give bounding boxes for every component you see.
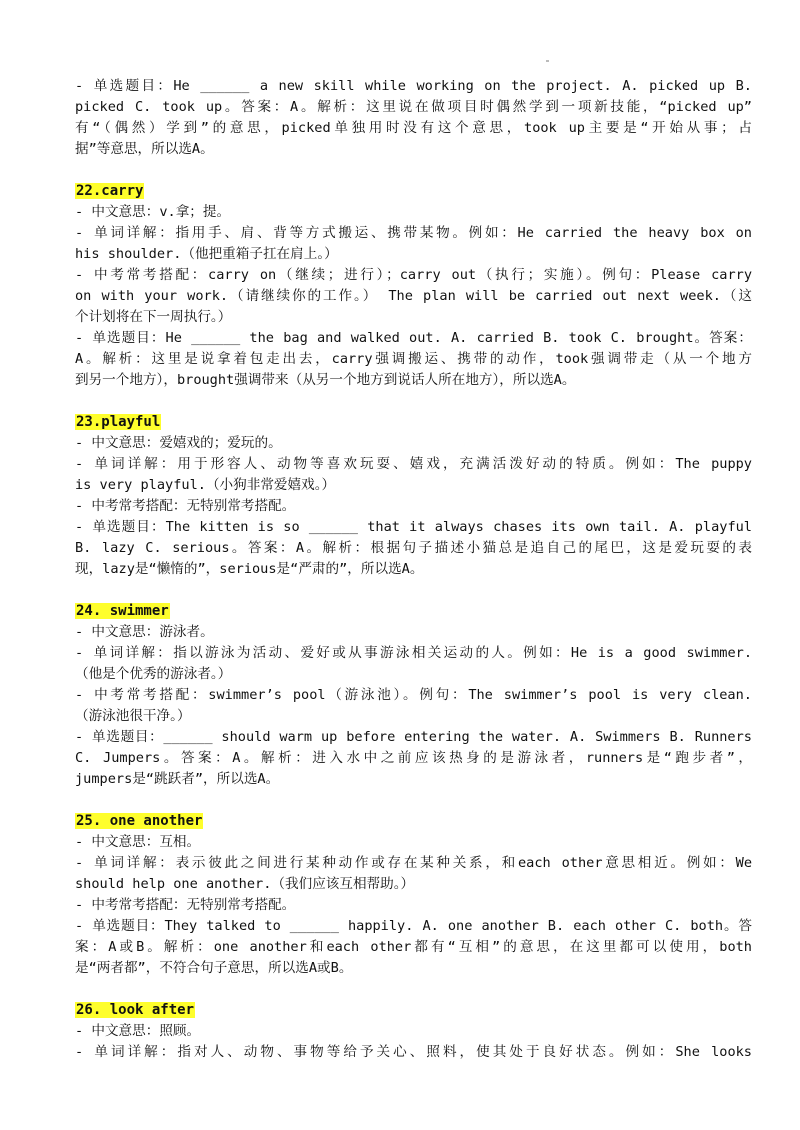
text-line: - 单词详解：指对人、动物、事物等给予关心、照料，使其处于良好状态。例如：She looks — [75, 1044, 752, 1060]
intro-block — [75, 76, 752, 160]
text-line: A。解析：这里是说拿着包走出去，carry强调搬运、携带的动作，took强调带走（从一个地方 — [75, 351, 752, 367]
text-line: should help one another.（我们应该互相帮助。） — [75, 876, 415, 892]
text-line: his shoulder.（他把重箱子扛在肩上。） — [75, 246, 338, 262]
text-line: - 中考常考搭配：swimmer’s pool（游泳池）。例句：The swimmer’s pool is very clean. — [75, 687, 752, 703]
text-line: （他是个优秀的游泳者。） — [75, 666, 232, 682]
text-line: - 单选题目：He ______ a new skill while working on the project. A. picked up B. — [75, 78, 752, 94]
scan-mark — [546, 60, 549, 62]
text-line: - 单选题目：He ______ the bag and walked out. A. carried B. took C. brought。答案： — [75, 330, 752, 346]
text-line: - 单词详解：用于形容人、动物等喜欢玩耍、嬉戏，充满活泼好动的特质。例如：The puppy — [75, 456, 752, 472]
text-line: - 单选题目：The kitten is so ______ that it always chases its own tail. A. playful — [75, 519, 752, 535]
text-line: 据”等意思，所以选A。 — [75, 141, 214, 157]
entry-look-after — [75, 1000, 752, 1063]
text-line: - 单词详解：指用手、肩、背等方式搬运、携带某物。例如：He carried the heavy box on — [75, 225, 752, 241]
document-body — [75, 76, 752, 1063]
entry-one-another — [75, 811, 752, 979]
highlighted-title: 25. one another — [76, 813, 203, 829]
entry-swimmer — [75, 601, 752, 790]
text-line: 有“（偶然）学到”的意思，picked单独用时没有这个意思，took up主要是“开始从事；占 — [75, 120, 752, 136]
text-line: （游泳池很干净。） — [75, 708, 191, 724]
entry-heading — [75, 412, 752, 433]
text-line: 是“两者都”，不符合句子意思，所以选A或B。 — [75, 960, 353, 976]
entry-heading — [75, 811, 752, 832]
text-line: - 中文意思：游泳者。 — [75, 624, 214, 640]
text-line: - 单选题目：They talked to ______ happily. A. one another B. each other C. both。答 — [75, 918, 752, 934]
text-line: - 单词详解：表示彼此之间进行某种动作或存在某种关系，和each other意思相近。例如：We — [75, 855, 752, 871]
text-line: 案：A或B。解析：one another和each other都有“互相”的意思，在这里都可以使用，both — [75, 939, 752, 955]
text-line: - 中文意思：互相。 — [75, 834, 201, 850]
text-line: C. Jumpers。答案：A。解析：进入水中之前应该热身的是游泳者，runners是“跑步者”， — [75, 750, 752, 766]
text-line: - 中文意思：爱嬉戏的；爱玩的。 — [75, 435, 282, 451]
text-line: - 单词详解：指以游泳为活动、爱好或从事游泳相关运动的人。例如：He is a good swimmer. — [75, 645, 752, 661]
text-line: - 中考常考搭配：无特别常考搭配。 — [75, 498, 296, 514]
highlighted-title: 22.carry — [76, 183, 144, 199]
entry-playful — [75, 412, 752, 580]
entry-heading — [75, 601, 752, 622]
text-line: - 中考常考搭配：无特别常考搭配。 — [75, 897, 296, 913]
text-line: - 中考常考搭配：carry on（继续；进行）；carry out（执行；实施）。例句：Please carry — [75, 267, 752, 283]
text-line: 现，lazy是“懒惰的”，serious是“严肃的”，所以选A。 — [75, 561, 424, 577]
text-line: - 单选题目：______ should warm up before entering the water. A. Swimmers B. Runners — [75, 729, 752, 745]
text-line: jumpers是“跳跃者”，所以选A。 — [75, 771, 280, 787]
highlighted-title: 23.playful — [76, 414, 161, 430]
text-line: is very playful.（小狗非常爱嬉戏。） — [75, 477, 336, 493]
text-line: - 中文意思：照顾。 — [75, 1023, 201, 1039]
text-line: - 中文意思：v.拿；提。 — [75, 204, 231, 220]
text-line: B. lazy C. serious。答案：A。解析：根据句子描述小猫总是追自己的尾巴，这是爱玩耍的表 — [75, 540, 752, 556]
text-line: 到另一个地方），brought强调带来（从另一个地方到说话人所在地方），所以选A。 — [75, 372, 576, 388]
text-line: 个计划将在下一周执行。） — [75, 309, 232, 325]
highlighted-title: 24. swimmer — [76, 603, 169, 619]
entry-heading — [75, 1000, 752, 1021]
entry-heading — [75, 181, 752, 202]
text-line: on with your work.（请继续你的工作。） The plan will be carried out next week.（这 — [75, 288, 752, 304]
text-line: picked C. took up。答案：A。解析：这里说在做项目时偶然学到一项新技能，“picked up” — [75, 99, 752, 115]
entry-carry — [75, 181, 752, 391]
highlighted-title: 26. look after — [76, 1002, 195, 1018]
